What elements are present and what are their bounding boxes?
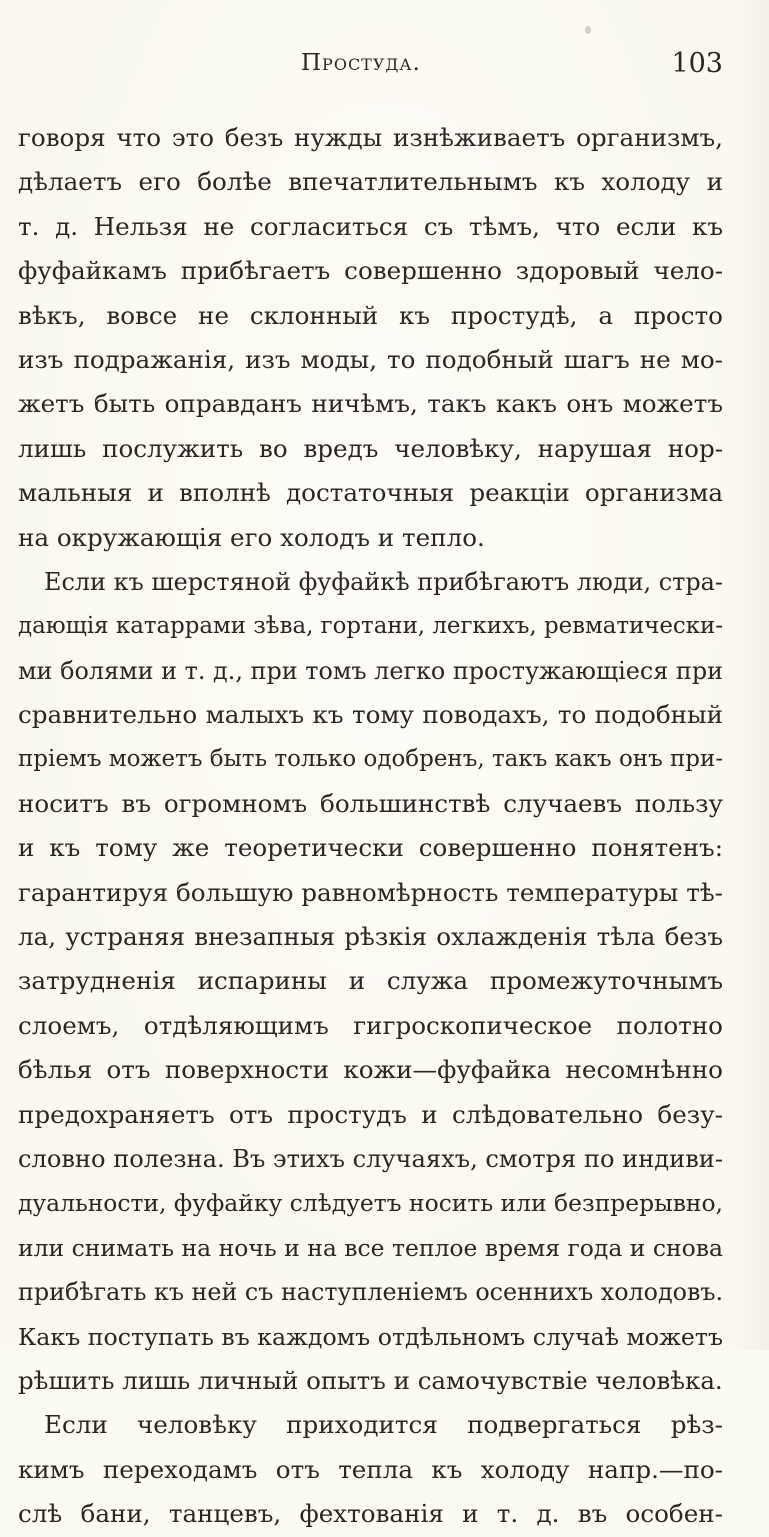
text-line: или снимать на ночь и на все теплое время года и снова: [18, 1233, 723, 1262]
running-title: Простуда.: [301, 50, 421, 76]
text-line: дающія катаррами зѣва, гортани, легкихъ, ревматически-: [18, 613, 723, 640]
text-line: говоря что это безъ нужды изнѣживаетъ организмъ,: [18, 123, 723, 152]
text-line: словно полезна. Въ этихъ случаяхъ, смотря по индиви-: [18, 1144, 723, 1173]
text-line: бѣлья отъ поверхности кожи—фуфайка несомнѣнно: [18, 1055, 723, 1085]
running-header: [18, 48, 723, 88]
text-line: Какъ поступать въ каждомъ отдѣльномъ случаѣ можетъ: [18, 1322, 724, 1351]
text-line: кимъ переходамъ отъ тепла къ холоду напр.—по-: [18, 1454, 723, 1484]
text-line: мальныя и вполнѣ достаточныя реакціи организма: [18, 478, 723, 508]
text-line: Если человѣку приходится подвергаться рѣз-: [44, 1410, 723, 1440]
text-line: слѣ бани, танцевъ, фехтованія и т. д. въ особен-: [18, 1499, 723, 1529]
text-line: и къ тому же теоретически совершенно понятенъ:: [18, 833, 723, 863]
text-line: пріемъ можетъ быть только одобренъ, такъ какъ онъ при-: [18, 746, 724, 773]
text-line: ми болями и т. д., при томъ легко простужающіеся при: [18, 656, 723, 685]
text-line: жетъ быть оправданъ ничѣмъ, такъ какъ онъ можетъ: [18, 389, 723, 419]
text-line: прибѣгать къ ней съ наступленіемъ осеннихъ холодовъ.: [18, 1278, 724, 1307]
text-line: вѣкъ, вовсе не склонный къ простудѣ, а просто: [18, 300, 723, 330]
text-line: ла, устраняя внезапныя рѣзкія охлажденія тѣла безъ: [18, 922, 723, 952]
text-line: т. д. Нельзя не согласиться съ тѣмъ, что если къ: [18, 211, 723, 241]
text-line: дѣлаетъ его болѣе впечатлительнымъ къ холоду и: [18, 167, 723, 197]
text-line: слоемъ, отдѣляющимъ гигроскопическое полотно: [18, 1010, 723, 1040]
body-text: [18, 116, 723, 1537]
text-line: Если къ шерстяной фуфайкѣ прибѣгаютъ люди, стра-: [44, 567, 723, 596]
page-number: 103: [671, 48, 723, 79]
text-line: лишь послужить во вредъ человѣку, нарушая нор-: [18, 433, 723, 463]
page-edge-shadow: [729, 0, 769, 1350]
text-line: изъ подражанія, изъ моды, то подобный шагъ не мо-: [18, 344, 723, 374]
text-line: на окружающія его холодъ и тепло.: [18, 522, 485, 552]
text-line: предохраняетъ отъ простудъ и слѣдовательно безу-: [18, 1099, 723, 1129]
text-line: затрудненія испарины и служа промежуточнымъ: [18, 966, 723, 996]
text-line: рѣшить лишь личный опытъ и самочувствіе человѣка.: [18, 1365, 723, 1395]
text-line: гарантируя большую равномѣрность температуры тѣ-: [18, 877, 723, 907]
text-line: носитъ въ огромномъ большинствѣ случаевъ пользу: [18, 788, 723, 818]
text-line: сравнительно малыхъ къ тому поводахъ, то подобный: [18, 700, 723, 730]
text-line: дуальности, фуфайку слѣдуетъ носить или безпрерывно,: [18, 1189, 723, 1218]
text-line: фуфайкамъ прибѣгаетъ совершенно здоровый чело-: [18, 256, 723, 286]
paper-speck: [585, 26, 591, 34]
